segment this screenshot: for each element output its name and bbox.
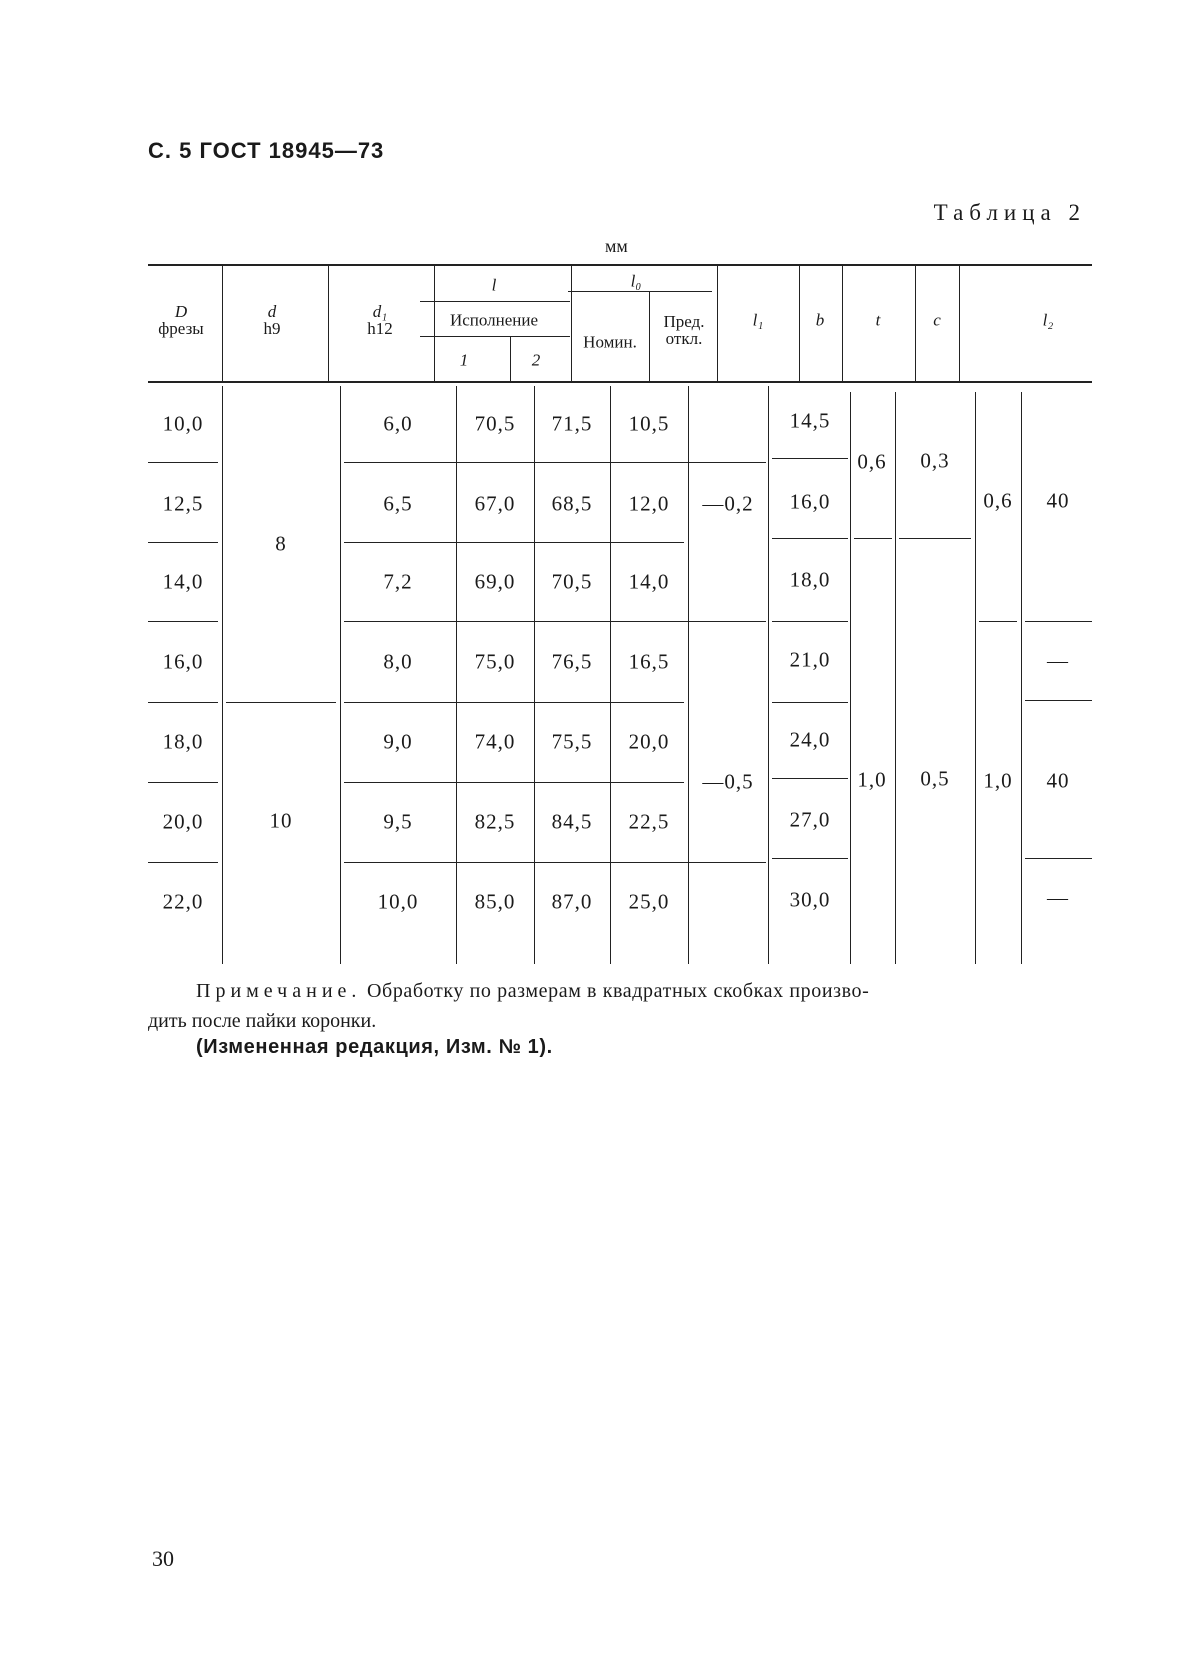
- t-value-a: 0,3: [920, 448, 950, 473]
- row-3-D: 14,0: [162, 569, 204, 594]
- row-4-d1: 8,0: [383, 649, 413, 674]
- col-d1-label: h12: [367, 319, 393, 338]
- c-value-b: 1,0: [983, 768, 1013, 793]
- d-group-8: 8: [275, 531, 287, 556]
- row-rule: [1025, 700, 1092, 701]
- row-rule: [772, 858, 848, 859]
- col-l0-tol-line1: Пред.: [663, 312, 705, 331]
- table-caption: Таблица 2: [933, 200, 1086, 225]
- rule: [959, 264, 960, 381]
- row-2-l-1: 67,0: [474, 491, 516, 516]
- c-value-a: 0,6: [983, 488, 1013, 513]
- amendment-note: (Измененная редакция, Изм. № 1).: [196, 1036, 553, 1058]
- rule: [222, 386, 223, 964]
- col-header-l2: l₂: [1042, 310, 1054, 330]
- row-rule: [148, 542, 218, 543]
- col-header-t: t: [875, 310, 881, 330]
- rule: [799, 264, 800, 381]
- b-value-b: 1,0: [857, 767, 887, 792]
- col-header-l: l: [491, 275, 497, 295]
- row-1-l-1: 70,5: [474, 411, 516, 436]
- note-text-line1: Обработку по размерам в квадратных скобках произво-: [367, 980, 870, 1002]
- rule: [340, 386, 341, 964]
- row-4-l-2: 76,5: [551, 649, 593, 674]
- row-rule: [148, 702, 218, 703]
- rule: [895, 392, 896, 964]
- row-rule: [1025, 621, 1092, 622]
- col-header-D: [158, 303, 203, 337]
- table-units: мм: [605, 236, 628, 256]
- rule: [571, 264, 572, 381]
- rule: [328, 264, 329, 381]
- col-l0-tol-line2: откл.: [665, 329, 703, 348]
- page-number: 30: [152, 1546, 174, 1571]
- row-rule: [226, 702, 336, 703]
- rule: [510, 336, 511, 381]
- row-rule: [979, 621, 1017, 622]
- b-value-a: 0,6: [857, 449, 887, 474]
- row-rule: [772, 458, 848, 459]
- table-note: [196, 980, 869, 1003]
- table-top-rule: [148, 264, 1092, 266]
- row-4-l0: 16,5: [628, 649, 670, 674]
- rule: [456, 386, 457, 964]
- col-d-label: h9: [263, 319, 281, 338]
- row-rule: [899, 538, 971, 539]
- l2-value-a: 40: [1046, 488, 1070, 513]
- row-rule: [344, 862, 766, 863]
- row-7-l-2: 87,0: [551, 889, 593, 914]
- col-header-l0-nominal: Номин.: [583, 332, 637, 352]
- row-rule: [1025, 858, 1092, 859]
- row-1-D: 10,0: [162, 411, 204, 436]
- col-header-l0-tolerance: [664, 313, 705, 347]
- row-3-l-1: 69,0: [474, 569, 516, 594]
- row-7-d1: 10,0: [377, 889, 419, 914]
- row-rule: [772, 538, 848, 539]
- rule: [1021, 392, 1022, 964]
- row-rule: [854, 538, 892, 539]
- l0-tolerance-a: —0,2: [702, 491, 754, 516]
- row-rule: [772, 702, 848, 703]
- col-header-c: c: [933, 310, 941, 330]
- row-4-l-1: 75,0: [474, 649, 516, 674]
- col-header-l1: l₁: [752, 310, 764, 330]
- rule: [610, 386, 611, 964]
- col-d-symbol: d: [267, 302, 277, 321]
- t-value-b: 0,5: [920, 766, 950, 791]
- row-rule: [148, 621, 218, 622]
- col-header-execution-1: 1: [459, 350, 469, 370]
- row-6-l-1: 82,5: [474, 809, 516, 834]
- row-6-d1: 9,5: [383, 809, 413, 834]
- row-rule: [772, 778, 848, 779]
- row-4-D: 16,0: [162, 649, 204, 674]
- row-rule: [148, 782, 218, 783]
- rule: [534, 386, 535, 964]
- row-5-d1: 9,0: [383, 729, 413, 754]
- rule: [222, 264, 223, 381]
- d-group-10: 10: [269, 808, 293, 833]
- rule: [717, 264, 718, 381]
- row-rule: [344, 782, 684, 783]
- row-3-l1: 18,0: [789, 567, 831, 592]
- row-2-l0: 12,0: [628, 491, 670, 516]
- rule: [568, 291, 712, 292]
- row-rule: [148, 462, 218, 463]
- note-text-line2: дить после пайки коронки.: [148, 1010, 377, 1032]
- row-1-l1: 14,5: [789, 408, 831, 433]
- l2-dash-b: —: [1047, 885, 1069, 910]
- rule: [420, 336, 570, 337]
- row-2-d1: 6,5: [383, 491, 413, 516]
- row-rule: [344, 621, 766, 622]
- row-2-D: 12,5: [162, 491, 204, 516]
- rule: [434, 264, 435, 381]
- l0-tolerance-b: —0,5: [702, 769, 754, 794]
- row-rule: [344, 462, 766, 463]
- row-6-l-2: 84,5: [551, 809, 593, 834]
- row-7-l1: 30,0: [789, 887, 831, 912]
- col-d1-symbol: d₁: [372, 302, 388, 321]
- header-bottom-rule: [148, 381, 1092, 383]
- row-rule: [344, 702, 684, 703]
- dimensions-table: [148, 264, 1092, 964]
- row-5-l1: 24,0: [789, 727, 831, 752]
- row-7-D: 22,0: [162, 889, 204, 914]
- row-rule: [772, 621, 848, 622]
- rule: [915, 264, 916, 381]
- rule: [420, 301, 570, 302]
- row-5-D: 18,0: [162, 729, 204, 754]
- col-header-execution: Исполнение: [449, 310, 539, 330]
- row-1-l-2: 71,5: [551, 411, 593, 436]
- row-7-l0: 25,0: [628, 889, 670, 914]
- row-6-l1: 27,0: [789, 807, 831, 832]
- row-2-l-2: 68,5: [551, 491, 593, 516]
- row-6-D: 20,0: [162, 809, 204, 834]
- row-1-d1: 6,0: [383, 411, 413, 436]
- row-5-l-1: 74,0: [474, 729, 516, 754]
- row-rule: [344, 542, 684, 543]
- row-2-l1: 16,0: [789, 489, 831, 514]
- col-header-d: [264, 303, 281, 337]
- rule: [688, 386, 689, 964]
- l2-value-b: 40: [1046, 768, 1070, 793]
- col-header-execution-2: 2: [531, 350, 541, 370]
- row-4-l1: 21,0: [789, 647, 831, 672]
- rule: [649, 291, 650, 381]
- rule: [842, 264, 843, 381]
- row-rule: [148, 862, 218, 863]
- l2-dash-a: —: [1047, 648, 1069, 673]
- col-D-symbol: D: [174, 302, 188, 321]
- col-header-b: b: [815, 310, 825, 330]
- row-3-d1: 7,2: [383, 569, 413, 594]
- rule: [850, 392, 851, 964]
- row-1-l0: 10,5: [628, 411, 670, 436]
- col-header-d1: [367, 303, 393, 337]
- col-header-l0: l₀: [630, 271, 642, 291]
- row-5-l-2: 75,5: [551, 729, 593, 754]
- row-7-l-1: 85,0: [474, 889, 516, 914]
- row-3-l0: 14,0: [628, 569, 670, 594]
- rule: [975, 392, 976, 964]
- document-header: С. 5 ГОСТ 18945—73: [148, 138, 385, 163]
- col-D-label: фрезы: [158, 319, 204, 338]
- row-5-l0: 20,0: [628, 729, 670, 754]
- rule: [768, 386, 769, 964]
- row-6-l0: 22,5: [628, 809, 670, 834]
- note-label: Примечание.: [196, 980, 362, 1002]
- row-3-l-2: 70,5: [551, 569, 593, 594]
